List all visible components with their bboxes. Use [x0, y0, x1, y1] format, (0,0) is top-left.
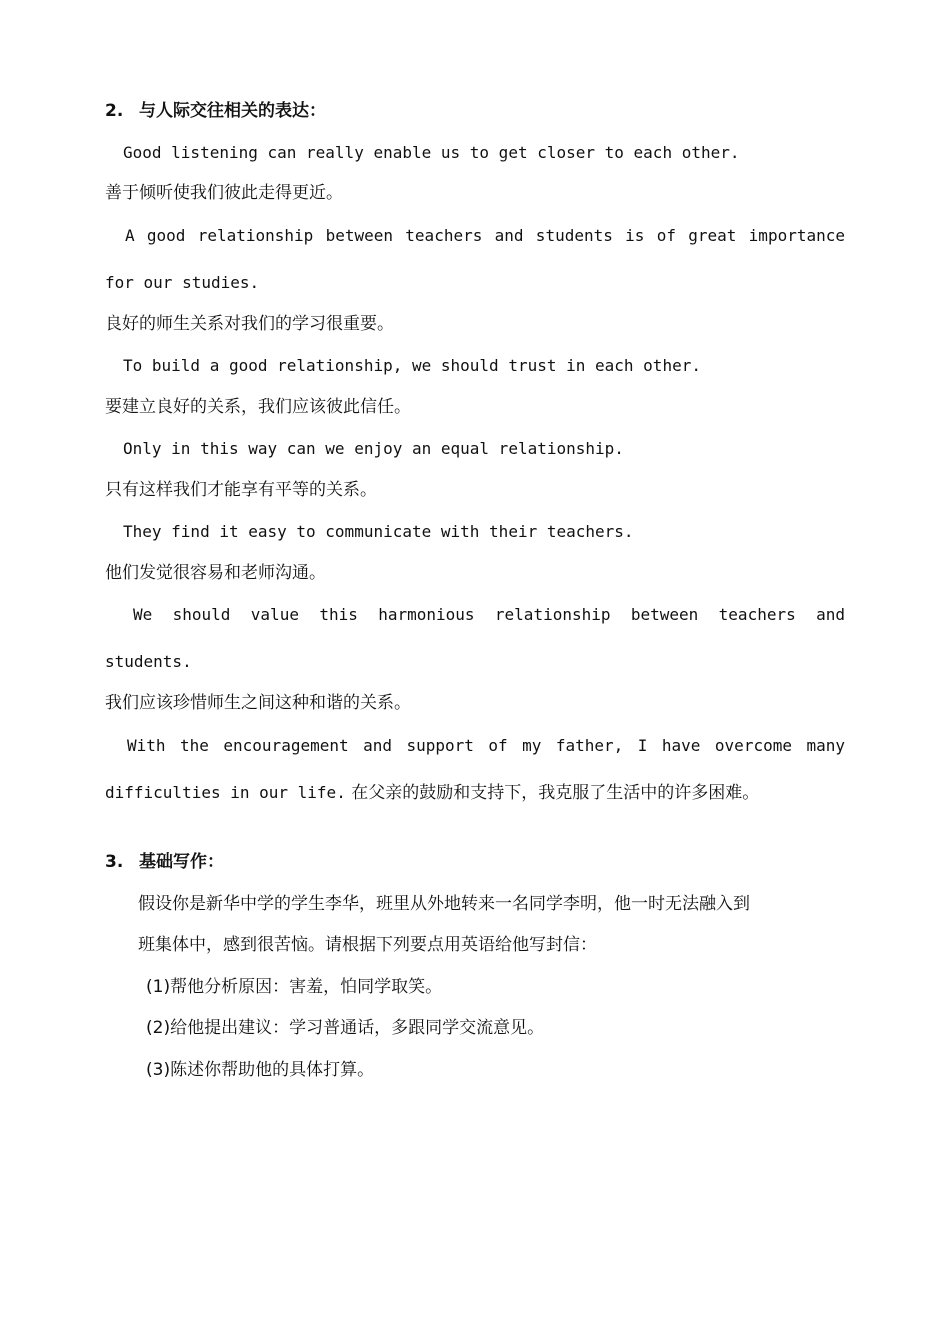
entry-1-english: Good listening can really enable us to get closer to each other.	[123, 143, 740, 162]
entry-2-english-line-1: A good relationship between teachers and students is of great importance	[125, 226, 845, 245]
section-2-heading	[105, 100, 845, 122]
entry-5-english: They find it easy to communicate with their teachers.	[123, 522, 634, 541]
entry-6-english-line-2: students.	[105, 652, 192, 671]
entry-3-chinese: 要建立良好的关系，我们应该彼此信任。	[105, 397, 411, 417]
entry-7-english-line-1: With the encouragement and support of my father, I have overcome many	[127, 736, 845, 755]
section-3-number: 3.	[105, 852, 124, 872]
entry-2-english-line-2: for our studies.	[105, 273, 260, 292]
entry-2-chinese: 良好的师生关系对我们的学习很重要。	[105, 314, 394, 334]
entry-6-chinese: 我们应该珍惜师生之间这种和谐的关系。	[105, 693, 411, 713]
entry-3-english: To build a good relationship, we should trust in each other.	[123, 356, 701, 375]
writing-point-1: (1)帮他分析原因：害羞，怕同学取笑。	[146, 977, 443, 997]
entry-6-english-line-1: We should value this harmonious relationship between teachers and	[133, 605, 845, 624]
writing-prompt-line-1: 假设你是新华中学的学生李华，班里从外地转来一名同学李明，他一时无法融入到	[138, 894, 750, 914]
entry-1-chinese: 善于倾听使我们彼此走得更近。	[105, 183, 343, 203]
writing-point-3: (3)陈述你帮助他的具体打算。	[146, 1060, 375, 1080]
entry-7-chinese: 在父亲的鼓励和支持下，我克服了生活中的许多困难。	[351, 783, 760, 803]
section-3-title: 基础写作：	[139, 852, 224, 872]
entry-4-english: Only in this way can we enjoy an equal relationship.	[123, 439, 624, 458]
section-2-number: 2.	[105, 101, 124, 121]
section-3-heading	[105, 851, 845, 873]
entry-7-english-line-2: difficulties in our life.	[105, 783, 346, 802]
section-2-title: 与人际交往相关的表达：	[139, 101, 326, 121]
writing-point-2: (2)给他提出建议：学习普通话，多跟同学交流意见。	[146, 1018, 545, 1038]
writing-prompt-line-2: 班集体中，感到很苦恼。请根据下列要点用英语给他写封信：	[138, 935, 597, 955]
entry-7-line-2	[105, 782, 845, 804]
entry-4-chinese: 只有这样我们才能享有平等的关系。	[105, 480, 377, 500]
entry-5-chinese: 他们发觉很容易和老师沟通。	[105, 563, 326, 583]
